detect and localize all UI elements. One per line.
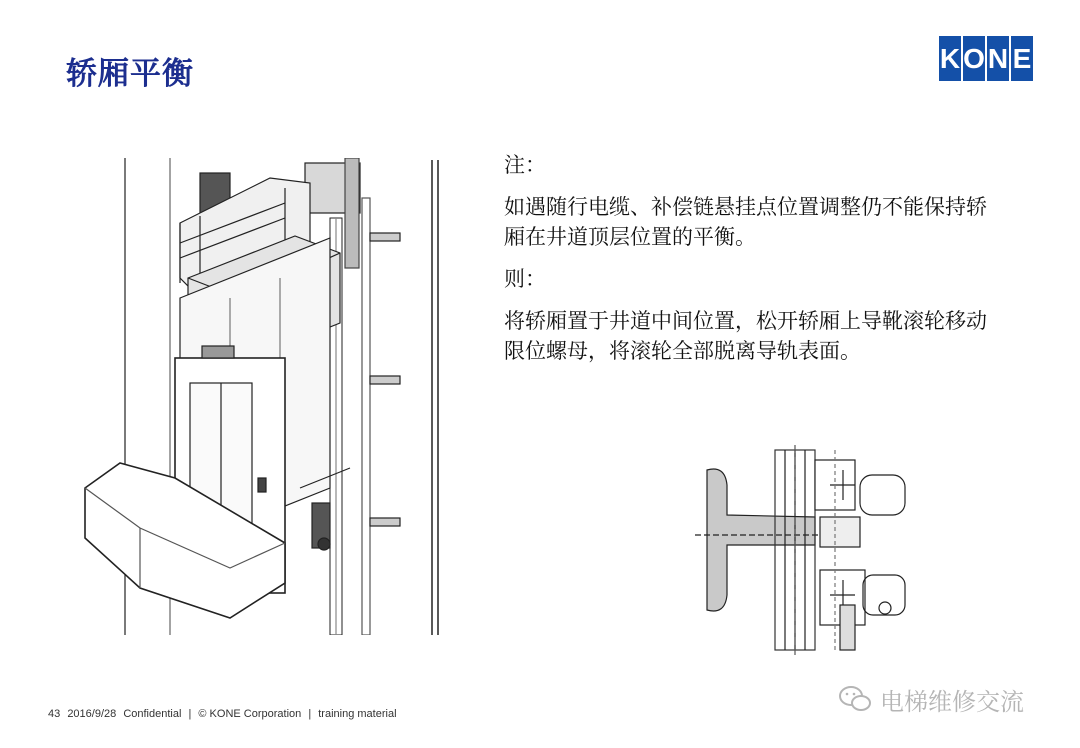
- footer-separator: |: [188, 708, 192, 720]
- kone-logo: [939, 36, 1033, 81]
- wechat-icon: [838, 684, 872, 714]
- logo-letter-n: N: [987, 36, 1009, 81]
- logo-letter-o: O: [963, 36, 985, 81]
- note-condition: 如遇随行电缆、补偿链悬挂点位置调整仍不能保持轿厢在井道顶层位置的平衡。: [504, 195, 987, 249]
- footer: [48, 708, 401, 720]
- page-number: 43: [48, 708, 61, 720]
- slide-title: 轿厢平衡: [66, 56, 194, 92]
- elevator-shaft-drawing: [80, 158, 445, 635]
- watermark-text: 电梯维修交流: [880, 687, 1024, 716]
- footer-confidential: Confidential: [123, 708, 182, 720]
- footer-date: 2016/9/28: [67, 708, 117, 720]
- logo-letter-e: E: [1011, 36, 1033, 81]
- watermark: [838, 682, 1024, 716]
- note-action: 将轿厢置于井道中间位置，松开轿厢上导靴滚轮移动限位螺母，将滚轮全部脱离导轨表面。: [504, 309, 987, 363]
- footer-material: training material: [318, 708, 397, 720]
- footer-copyright: © KONE Corporation: [198, 708, 302, 720]
- then-label: 则：: [504, 267, 546, 291]
- guide-roller-detail-drawing: [695, 445, 920, 655]
- footer-separator: |: [308, 708, 312, 720]
- note-label: 注：: [504, 153, 546, 177]
- logo-letter-k: K: [939, 36, 961, 81]
- notes-panel: [504, 150, 994, 378]
